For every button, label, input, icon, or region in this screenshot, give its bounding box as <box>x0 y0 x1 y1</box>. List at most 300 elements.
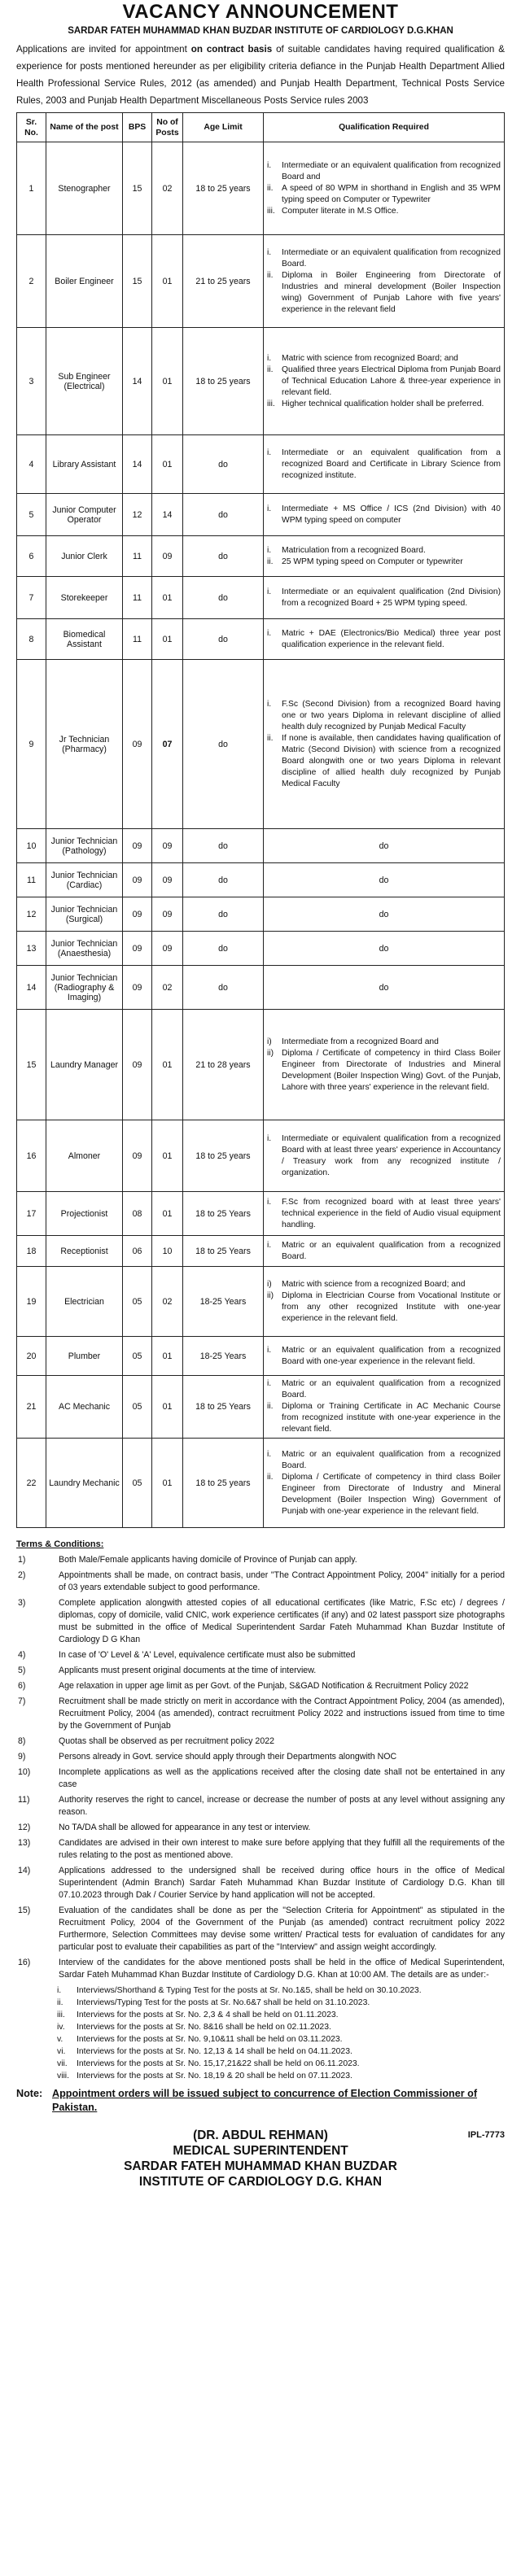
cell-post-name: Boiler Engineer <box>46 235 123 328</box>
qualification-number: ii. <box>267 733 274 743</box>
qualification-text: do <box>379 909 389 919</box>
cell-no-of-posts: 10 <box>152 1236 183 1267</box>
cell-bps: 09 <box>123 897 152 932</box>
cell-post-name: Junior Technician (Cardiac) <box>46 863 123 897</box>
cell-post-name: Junior Technician (Radiography & Imaging) <box>46 966 123 1010</box>
cell-qualification <box>264 577 505 619</box>
qualification-text: Matric or an equivalent qualification from a recognized Board. <box>282 1240 501 1261</box>
table-row <box>17 536 505 577</box>
cell-sr-no: 19 <box>17 1267 46 1337</box>
schedule-number: iv. <box>57 2023 65 2032</box>
cell-sr-no: 4 <box>17 435 46 494</box>
cell-sr-no: 22 <box>17 1439 46 1528</box>
qualification-item <box>267 206 501 217</box>
cell-no-of-posts: 01 <box>152 1376 183 1439</box>
cell-bps: 05 <box>123 1267 152 1337</box>
cell-bps: 08 <box>123 1192 152 1236</box>
cell-post-name: Jr Technician (Pharmacy) <box>46 660 123 829</box>
cell-age-limit: 18 to 25 Years <box>183 1376 264 1439</box>
cell-qualification <box>264 142 505 235</box>
signatory-institute-1: SARDAR FATEH MUHAMMAD KHAN BUZDAR <box>124 2159 397 2173</box>
term-number: 6) <box>18 1681 26 1691</box>
term-text: Quotas shall be observed as per recruitment policy 2022 <box>59 1736 274 1746</box>
schedule-text: Interviews for the posts at Sr. No. 12,13 & 14 shall be held on 04.11.2023. <box>77 2047 352 2056</box>
qualification-number: i) <box>267 1037 272 1046</box>
cell-no-of-posts: 01 <box>152 1120 183 1192</box>
cell-post-name: Library Assistant <box>46 435 123 494</box>
cell-bps: 15 <box>123 142 152 235</box>
schedule-number: iii. <box>57 2011 65 2019</box>
intro-paragraph <box>16 41 505 109</box>
table-row <box>17 829 505 863</box>
table-row <box>17 435 505 494</box>
qualification-item <box>267 504 501 526</box>
cell-post-name: Storekeeper <box>46 577 123 619</box>
intro-text-2: of suitable candidates having required qualification & experience for posts mentioned hereunder as per eligibility criteria defiance in the Punjab Health Department Allied Health Professional Service Rules, 2012 (as amended) and Punjab Health Department, Technical Posts Service Rules, 2003 and Punjab Health Department Miscellaneous Posts Service rules 2003 <box>16 44 505 106</box>
cell-sr-no: 11 <box>17 863 46 897</box>
term-item <box>16 1570 505 1594</box>
cell-bps: 14 <box>123 435 152 494</box>
cell-no-of-posts: 01 <box>152 1439 183 1528</box>
table-row <box>17 328 505 435</box>
qualification-text: Diploma in Electrician Course from Vocational Institute or from any other recognized Institute with one-year experience in the relevant field. <box>282 1290 501 1323</box>
cell-post-name: Laundry Manager <box>46 1010 123 1120</box>
qualification-text: Matric with science from recognized Board; and <box>282 353 458 363</box>
qualification-text: do <box>379 982 389 993</box>
vacancy-table <box>16 112 505 1528</box>
cell-post-name: Almoner <box>46 1120 123 1192</box>
cell-age-limit: 18 to 25 years <box>183 142 264 235</box>
qualification-number: ii. <box>267 1472 274 1482</box>
cell-sr-no: 10 <box>17 829 46 863</box>
term-text: Candidates are advised in their own interest to make sure before applying that they fulfill all the requirements of the rules relating to the post as mentioned above. <box>59 1838 505 1860</box>
qualification-item <box>267 1048 501 1094</box>
cell-bps: 09 <box>123 932 152 966</box>
page-title: VACANCY ANNOUNCEMENT <box>122 1 399 23</box>
qualification-number: ii) <box>267 1290 274 1300</box>
cell-sr-no: 20 <box>17 1337 46 1376</box>
qualification-number: i. <box>267 1197 272 1207</box>
cell-qualification <box>264 1376 505 1439</box>
qualification-text: Matric or an equivalent qualification from a recognized Board. <box>282 1379 501 1399</box>
qualification-text: Diploma / Certificate of competency in third class Boiler Engineer from Directorate of Industry and Mineral Development (Boiler Inspection Wing) Government of Punjab with one-year experience in the relevant field. <box>282 1472 501 1516</box>
cell-age-limit: 18 to 25 years <box>183 328 264 435</box>
term-item <box>16 1696 505 1732</box>
cell-post-name: Electrician <box>46 1267 123 1337</box>
cell-no-of-posts: 01 <box>152 1337 183 1376</box>
qualification-item <box>267 628 501 651</box>
qualification-item <box>267 270 501 316</box>
cell-bps: 09 <box>123 863 152 897</box>
qualification-number: ii. <box>267 270 274 280</box>
qualification-item <box>267 399 501 410</box>
interview-schedule <box>16 1984 505 2082</box>
cell-qualification <box>264 1010 505 1120</box>
cell-age-limit: do <box>183 577 264 619</box>
cell-no-of-posts: 01 <box>152 1192 183 1236</box>
qualification-number: i. <box>267 1345 272 1355</box>
qualification-number: i. <box>267 628 272 638</box>
schedule-text: Interviews for the posts at Sr. No. 8&16 shall be held on 02.11.2023. <box>77 2023 331 2032</box>
cell-age-limit: do <box>183 660 264 829</box>
qualification-item <box>267 1197 501 1231</box>
cell-age-limit: do <box>183 966 264 1010</box>
table-row <box>17 1439 505 1528</box>
term-item <box>16 1957 505 1981</box>
cell-age-limit: 18 to 25 Years <box>183 1236 264 1267</box>
cell-age-limit: do <box>183 829 264 863</box>
schedule-text: Interviews/Typing Test for the posts at Sr. No.6&7 shall be held on 31.10.2023. <box>77 1998 370 2007</box>
term-text: Applications addressed to the undersigned shall be received during office hours in the office of Medical Superintendent (Admin Branch) Sardar Fateh Muhammad Khan Buzdar Institute of Cardiology D.G. Khan till 07.10.2023 through Dak / Courier Service by hand application will not be accepted. <box>59 1866 505 1900</box>
table-row <box>17 660 505 829</box>
term-text: Appointments shall be made, on contract basis, under "The Contract Appointment Policy, 2004" initially for a period of 03 years extendable subject to good performance. <box>59 1570 505 1592</box>
table-row <box>17 1192 505 1236</box>
cell-sr-no: 12 <box>17 897 46 932</box>
cell-qualification <box>264 1192 505 1236</box>
term-item <box>16 1649 505 1661</box>
cell-qualification <box>264 660 505 829</box>
schedule-number: i. <box>57 1986 62 1995</box>
cell-age-limit: 18 to 25 years <box>183 1439 264 1528</box>
cell-age-limit: do <box>183 863 264 897</box>
schedule-text: Interviews for the posts at Sr. No. 9,10&11 shall be held on 03.11.2023. <box>77 2035 343 2044</box>
cell-age-limit: 18 to 25 Years <box>183 1192 264 1236</box>
cell-sr-no: 1 <box>17 142 46 235</box>
qualification-text: If none is available, then candidates having qualification of Matric (Second Division) with science from a recognized Board alongwith one or two years Diploma in relevant discipline of allied health duly recognized by Punjab Medical Faculty <box>282 733 501 788</box>
intro-text-bold: on contract basis <box>190 44 273 55</box>
cell-age-limit: do <box>183 932 264 966</box>
qualification-text: F.Sc from recognized board with at least three years' technical experience in the field of Audio visual equipment handling. <box>282 1197 501 1229</box>
signature-block <box>16 2128 505 2190</box>
qualification-number: i. <box>267 247 272 257</box>
cell-post-name: Junior Clerk <box>46 536 123 577</box>
schedule-text: Interviews/Shorthand & Typing Test for the posts at Sr. No.1&5, shall be held on 30.10.2023. <box>77 1986 422 1995</box>
cell-post-name: Junior Technician (Anaesthesia) <box>46 932 123 966</box>
cell-qualification <box>264 863 505 897</box>
cell-qualification <box>264 1267 505 1337</box>
signatory-institute-2: INSTITUTE OF CARDIOLOGY D.G. KHAN <box>138 2175 383 2189</box>
col-header-sr: Sr. No. <box>17 113 46 142</box>
cell-age-limit: do <box>183 536 264 577</box>
schedule-number: viii. <box>57 2072 70 2080</box>
qualification-text: Diploma or Training Certificate in AC Mechanic Course from recognized institute with one-year experience in the relevant field. <box>282 1402 501 1434</box>
terms-list <box>16 1554 505 1981</box>
term-number: 5) <box>18 1666 26 1675</box>
cell-post-name: Projectionist <box>46 1192 123 1236</box>
cell-bps: 12 <box>123 494 152 536</box>
term-item <box>16 1597 505 1646</box>
schedule-text: Interviews for the posts at Sr. No. 18,19 & 20 shall be held on 07.11.2023. <box>77 2072 352 2080</box>
term-text: Both Male/Female applicants having domicile of Province of Punjab can apply. <box>59 1555 357 1565</box>
term-item <box>16 1554 505 1566</box>
table-row <box>17 863 505 897</box>
qualification-number: i. <box>267 699 272 709</box>
qualification-number: ii) <box>267 1048 274 1058</box>
cell-no-of-posts: 09 <box>152 829 183 863</box>
cell-sr-no: 7 <box>17 577 46 619</box>
schedule-item <box>16 2009 505 2021</box>
term-item <box>16 1736 505 1748</box>
cell-qualification <box>264 536 505 577</box>
cell-sr-no: 6 <box>17 536 46 577</box>
term-item <box>16 1751 505 1763</box>
cell-sr-no: 13 <box>17 932 46 966</box>
intro-text-1: Applications are invited for appointment <box>16 44 191 55</box>
table-row <box>17 1376 505 1439</box>
table-row <box>17 619 505 660</box>
qualification-text: Diploma in Boiler Engineering from Directorate of Industries and mineral development (Boiler Inspection wing) Government of Punjab Lahore with five years' experience in the relevant field <box>282 270 501 314</box>
term-number: 16) <box>18 1958 31 1967</box>
qualification-number: i. <box>267 1133 272 1143</box>
cell-bps: 05 <box>123 1376 152 1439</box>
cell-qualification <box>264 494 505 536</box>
cell-age-limit: do <box>183 435 264 494</box>
table-row <box>17 897 505 932</box>
schedule-text: Interviews for the posts at Sr. No. 2,3 & 4 shall be held on 01.11.2023. <box>77 2011 339 2019</box>
table-row <box>17 577 505 619</box>
qualification-number: iii. <box>267 206 275 216</box>
term-item <box>16 1665 505 1677</box>
cell-no-of-posts: 09 <box>152 932 183 966</box>
schedule-item <box>16 2058 505 2070</box>
cell-post-name: Junior Computer Operator <box>46 494 123 536</box>
qualification-item <box>267 1345 501 1368</box>
table-row <box>17 1120 505 1192</box>
term-item <box>16 1905 505 1954</box>
table-row <box>17 1010 505 1120</box>
qualification-item <box>267 1449 501 1472</box>
qualification-number: i. <box>267 1449 272 1459</box>
cell-no-of-posts: 09 <box>152 897 183 932</box>
cell-qualification <box>264 328 505 435</box>
term-number: 13) <box>18 1838 31 1848</box>
cell-post-name: Laundry Mechanic <box>46 1439 123 1528</box>
term-number: 8) <box>18 1736 26 1746</box>
qualification-text: Matric or an equivalent qualification from a recognized Board with one-year experience in the relevant field. <box>282 1345 501 1366</box>
schedule-item <box>16 2033 505 2046</box>
qualification-text: Intermediate or an equivalent qualification (2nd Division) from a recognized Board + 25 WPM typing speed. <box>282 587 501 608</box>
cell-qualification <box>264 897 505 932</box>
cell-post-name: Stenographer <box>46 142 123 235</box>
term-number: 2) <box>18 1570 26 1580</box>
cell-age-limit: 18-25 Years <box>183 1267 264 1337</box>
institute-name: SARDAR FATEH MUHAMMAD KHAN BUZDAR INSTITUTE OF CARDIOLOGY D.G.KHAN <box>68 26 453 36</box>
qualification-item <box>267 160 501 183</box>
cell-no-of-posts: 01 <box>152 1010 183 1120</box>
cell-age-limit: do <box>183 494 264 536</box>
schedule-item <box>16 2046 505 2058</box>
term-text: Persons already in Govt. service should apply through their Departments alongwith NOC <box>59 1752 397 1762</box>
qualification-item <box>267 247 501 270</box>
term-number: 7) <box>18 1696 26 1706</box>
qualification-item <box>267 353 501 365</box>
table-header-row <box>17 113 505 142</box>
qualification-item <box>267 1037 501 1048</box>
cell-qualification <box>264 235 505 328</box>
cell-qualification <box>264 1120 505 1192</box>
qualification-text: Intermediate + MS Office / ICS (2nd Division) with 40 WPM typing speed on computer <box>282 504 501 525</box>
qualification-text: F.Sc (Second Division) from a recognized Board having one or two years Diploma in relevant discipline of allied health duly recognized by Punjab Medical Faculty <box>282 699 501 731</box>
cell-qualification <box>264 435 505 494</box>
term-text: Authority reserves the right to cancel, increase or decrease the number of posts at any level without assigning any reason. <box>59 1795 505 1817</box>
qualification-item <box>267 1240 501 1263</box>
qualification-number: i) <box>267 1279 272 1289</box>
col-header-bps: BPS <box>123 113 152 142</box>
qualification-item <box>267 365 501 399</box>
term-number: 9) <box>18 1752 26 1762</box>
term-item <box>16 1680 505 1692</box>
qualification-text: Matric or an equivalent qualification from a recognized Board. <box>282 1449 501 1470</box>
qualification-text: Matriculation from a recognized Board. <box>282 545 426 555</box>
cell-post-name: Junior Technician (Surgical) <box>46 897 123 932</box>
cell-bps: 06 <box>123 1236 152 1267</box>
cell-bps: 14 <box>123 328 152 435</box>
cell-age-limit: do <box>183 619 264 660</box>
qualification-text: do <box>379 840 389 851</box>
cell-no-of-posts: 14 <box>152 494 183 536</box>
qualification-number: i. <box>267 587 272 596</box>
term-number: 4) <box>18 1650 26 1660</box>
term-text: Interview of the candidates for the above mentioned posts shall be held in the office of Medical Superintendent, Sardar Fateh Muhammad Khan Buzdar Institute of Cardiology D.G. Khan at 10:00 AM. The details are as under:- <box>59 1958 505 1980</box>
cell-bps: 11 <box>123 536 152 577</box>
term-text: Recruitment shall be made strictly on merit in accordance with the Contract Appointment Policy, 2004 (as amended), Recruitment Policy, 2004 (as amended), contract recruitment Policy 2022 and instructions issued from time to time by the Government of Punjab <box>59 1696 505 1731</box>
cell-no-of-posts: 02 <box>152 1267 183 1337</box>
cell-qualification <box>264 1439 505 1528</box>
cell-no-of-posts: 01 <box>152 619 183 660</box>
cell-post-name: Receptionist <box>46 1236 123 1267</box>
col-header-qualification: Qualification Required <box>264 113 505 142</box>
cell-sr-no: 15 <box>17 1010 46 1120</box>
qualification-item <box>267 557 501 568</box>
cell-sr-no: 21 <box>17 1376 46 1439</box>
cell-no-of-posts: 01 <box>152 577 183 619</box>
table-row <box>17 966 505 1010</box>
cell-sr-no: 2 <box>17 235 46 328</box>
signatory-designation: MEDICAL SUPERINTENDENT <box>173 2144 348 2158</box>
qualification-number: i. <box>267 1379 272 1388</box>
term-number: 1) <box>18 1555 26 1565</box>
term-number: 10) <box>18 1767 31 1777</box>
qualification-text: Diploma / Certificate of competency in third Class Boiler Engineer from Directorate of Industries and Mineral Development (Boiler Inspection Wing) Govt. of the Punjab, Lahore with three years' experience in the relevant field. <box>282 1048 501 1092</box>
cell-bps: 15 <box>123 235 152 328</box>
cell-age-limit: 21 to 25 years <box>183 235 264 328</box>
term-text: In case of 'O' Level & 'A' Level, equivalence certificate must also be submitted <box>59 1650 356 1660</box>
cell-bps: 11 <box>123 577 152 619</box>
term-item <box>16 1837 505 1862</box>
terms-heading: Terms & Conditions: <box>16 1539 104 1549</box>
cell-sr-no: 14 <box>17 966 46 1010</box>
qualification-text: do <box>379 875 389 885</box>
table-row <box>17 1337 505 1376</box>
qualification-item <box>267 1290 501 1325</box>
cell-qualification <box>264 829 505 863</box>
qualification-text: Intermediate or an equivalent qualification from a recognized Board and Certificate in Library Science from recognized institute. <box>282 448 501 480</box>
table-row <box>17 142 505 235</box>
cell-bps: 09 <box>123 1010 152 1120</box>
cell-sr-no: 17 <box>17 1192 46 1236</box>
cell-no-of-posts: 02 <box>152 142 183 235</box>
qualification-number: i. <box>267 1240 272 1250</box>
qualification-item <box>267 448 501 482</box>
cell-qualification <box>264 1337 505 1376</box>
table-row <box>17 1236 505 1267</box>
col-header-age: Age Limit <box>183 113 264 142</box>
term-number: 12) <box>18 1823 31 1832</box>
cell-bps: 05 <box>123 1439 152 1528</box>
schedule-text: Interviews for the posts at Sr. No. 15,17,21&22 shall be held on 06.11.2023. <box>77 2059 360 2068</box>
cell-qualification <box>264 966 505 1010</box>
qualification-item <box>267 1401 501 1435</box>
note-text: Appointment orders will be issued subject to concurrence of Election Commissioner of Pakistan. <box>52 2088 478 2113</box>
table-row <box>17 932 505 966</box>
cell-no-of-posts: 01 <box>152 435 183 494</box>
cell-sr-no: 18 <box>17 1236 46 1267</box>
schedule-number: vii. <box>57 2059 68 2068</box>
term-text: Incomplete applications as well as the applications received after the closing date shall not be entertained in any case <box>59 1767 505 1789</box>
cell-post-name: Sub Engineer (Electrical) <box>46 328 123 435</box>
cell-bps: 05 <box>123 1337 152 1376</box>
schedule-item <box>16 1984 505 1997</box>
term-item <box>16 1822 505 1834</box>
qualification-number: i. <box>267 448 272 457</box>
advertisement-page <box>0 2 521 2576</box>
qualification-text: Higher technical qualification holder shall be preferred. <box>282 399 484 408</box>
schedule-number: v. <box>57 2035 63 2044</box>
cell-post-name: Plumber <box>46 1337 123 1376</box>
schedule-number: vi. <box>57 2047 66 2056</box>
term-item <box>16 1766 505 1791</box>
cell-qualification <box>264 619 505 660</box>
qualification-text: Matric + DAE (Electronics/Bio Medical) three year post qualification experience in the relevant field. <box>282 628 501 649</box>
cell-no-of-posts: 09 <box>152 536 183 577</box>
schedule-item <box>16 2021 505 2033</box>
cell-qualification <box>264 1236 505 1267</box>
table-row <box>17 235 505 328</box>
qualification-number: iii. <box>267 399 275 408</box>
cell-bps: 11 <box>123 619 152 660</box>
col-header-posts: No of Posts <box>152 113 183 142</box>
cell-no-of-posts: 07 <box>152 660 183 829</box>
qualification-text: Qualified three years Electrical Diploma from Punjab Board of Technical Education Lahore & three-year experience in relevant field. <box>282 365 501 397</box>
cell-bps: 09 <box>123 1120 152 1192</box>
cell-age-limit: 21 to 28 years <box>183 1010 264 1120</box>
schedule-item <box>16 2070 505 2082</box>
term-text: Age relaxation in upper age limit as per Govt. of the Punjab, S&GAD Notification & Recruitment Policy 2022 <box>59 1681 469 1691</box>
cell-qualification <box>264 932 505 966</box>
cell-sr-no: 16 <box>17 1120 46 1192</box>
note <box>16 2087 505 2115</box>
qualification-text: 25 WPM typing speed on Computer or typewriter <box>282 557 463 566</box>
qualification-item <box>267 587 501 609</box>
signatory-name: (DR. ABDUL REHMAN) <box>193 2128 328 2142</box>
qualification-text: Computer literate in M.S Office. <box>282 206 399 216</box>
qualification-item <box>267 1279 501 1290</box>
cell-no-of-posts: 01 <box>152 235 183 328</box>
qualification-number: i. <box>267 353 272 363</box>
cell-sr-no: 5 <box>17 494 46 536</box>
cell-no-of-posts: 09 <box>152 863 183 897</box>
qualification-text: Intermediate or an equivalent qualification from recognized Board. <box>282 247 501 269</box>
cell-no-of-posts: 02 <box>152 966 183 1010</box>
term-item <box>16 1794 505 1818</box>
qualification-text: Intermediate or an equivalent qualification from recognized Board and <box>282 160 501 181</box>
cell-bps: 09 <box>123 829 152 863</box>
cell-sr-no: 3 <box>17 328 46 435</box>
qualification-text: Matric with science from a recognized Board; and <box>282 1279 466 1289</box>
qualification-item <box>267 1133 501 1179</box>
table-row <box>17 494 505 536</box>
cell-sr-no: 8 <box>17 619 46 660</box>
